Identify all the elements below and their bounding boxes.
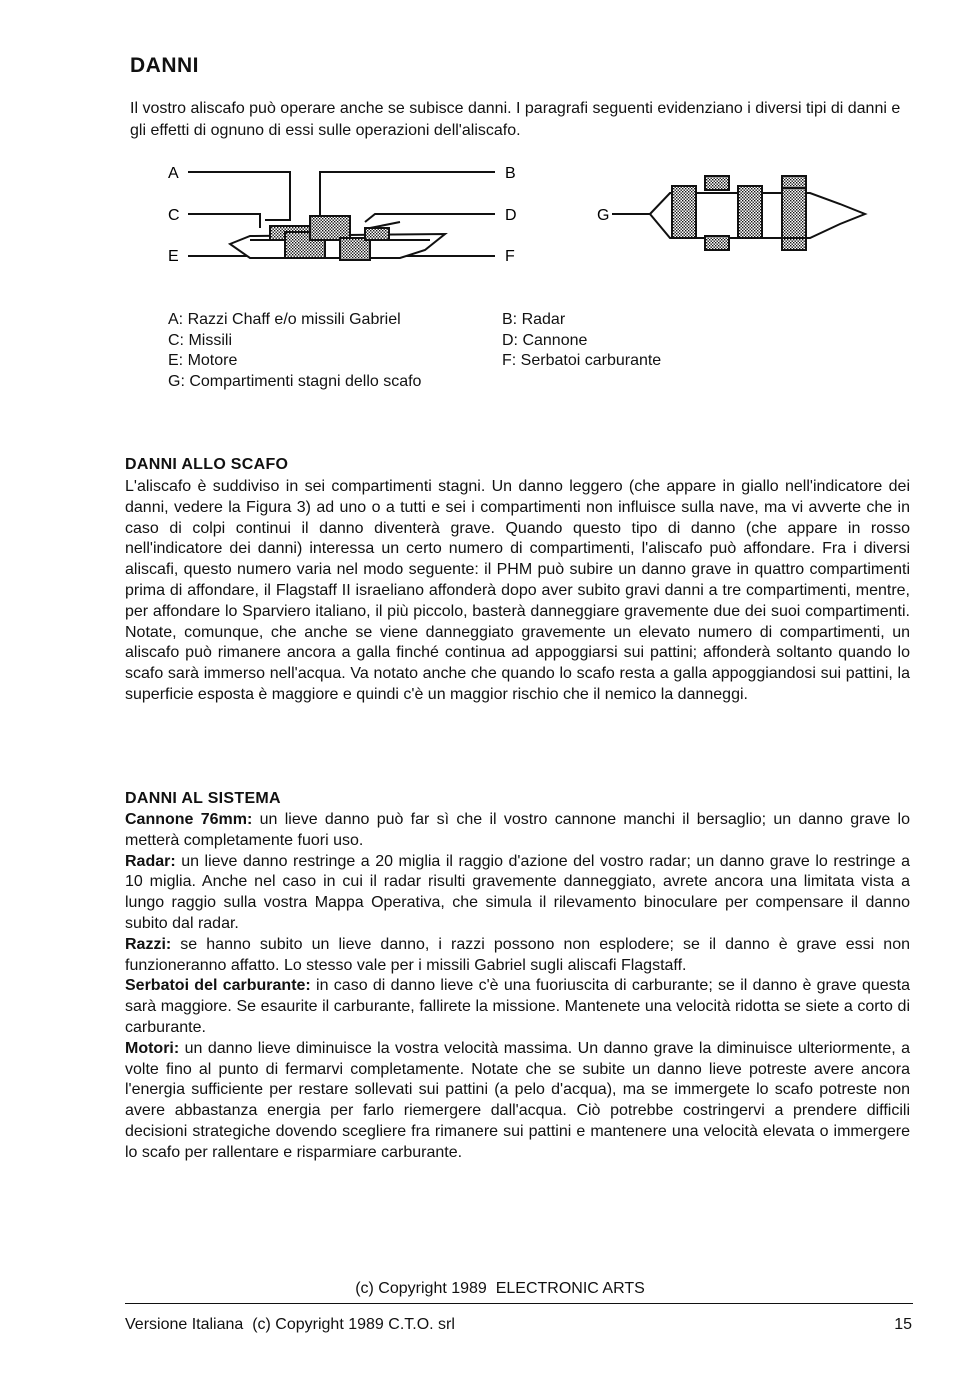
page-title: DANNI <box>130 54 199 77</box>
legend-item: C: Missili <box>168 331 232 349</box>
legend-right <box>502 310 661 372</box>
hydrofoil-top-view <box>612 176 865 250</box>
section-heading-scafo: DANNI ALLO SCAFO <box>125 456 289 473</box>
hydrofoil-diagram <box>160 158 880 268</box>
diagram-label-b: B <box>505 165 516 182</box>
diagram-label-f: F <box>505 248 515 265</box>
system-item-radar: Radar: un lieve danno restringe a 20 miglia il raggio d'azione del vostro radar; un danno grave lo restringe a 10 miglia. Anche nel caso in cui il radar risulti gravemente danneggiato, avrete ancora una limitata vista a lungo raggio sulla vostra Mappa Operativa, che simula il rilevamento binoculare per compensare il danno subito dal radar. <box>125 852 910 932</box>
diagram-label-c: C <box>168 207 180 224</box>
system-item-cannone: Cannone 76mm: un lieve danno può far sì che il vostro cannone manchi il bersaglio; un danno grave lo metterà completamente fuori uso. <box>125 811 911 849</box>
system-item-serbatoi: Serbatoi del carburante: in caso di danno lieve c'è una fuoriuscita di carburante; se il danno è grave questa sarà maggiore. Se esaurite il carburante, fallirete la missione. Mantenete una velocità ridotta se siete a corto di carburante. <box>125 977 910 1036</box>
legend-item: G: Compartimenti stagni dello scafo <box>168 372 422 390</box>
copyright-line: (c) Copyright 1989 ELECTRONIC ARTS <box>355 1280 645 1297</box>
legend-item: D: Cannone <box>502 331 588 349</box>
legend-item: F: Serbatoi carburante <box>502 352 662 369</box>
section-heading-sistema: DANNI AL SISTEMA <box>125 790 281 807</box>
legend-item: E: Motore <box>168 352 238 369</box>
section-body-scafo: L'aliscafo è suddiviso in sei compartimenti stagni. Un danno leggero (che appare in giallo nell'indicatore dei danni, vedere la Figura 3) ad uno o a tutti e sei i compartimenti non influisce sulla nave, ma vi avverte che in caso di colpi continui il danno diventerà grave. Quando questo tipo di danno (che appare in rosso nell'indicatore dei danni) interessa un certo numero di compartimenti, l'aliscafo può affondare. Fra i diversi aliscafi, questo numero varia nel modo seguente: il PHM può subire un danno grave in quattro compartimenti prima di affondare, il Flagstaff II israeliano affonderà dopo aver subito gravi danni a tre compartimenti, mentre, per affondare lo Sparviero italiano, il più piccolo, basterà danneggiare gravemente due dei suoi compartimenti. Notate, comunque, che anche se viene danneggiato gravemente un elevato numero di compartimenti, un aliscafo può rimanere ancora a galla finché continua ad appoggiarsi sui pattini; affonderà soltanto quando lo scafo sarà immerso nell'acqua. Va notato anche che quando lo scafo resta a galla appoggiandosi sui pattini, la superficie esposta è maggiore e quindi c'è un maggior rischio che il nemico la danneggi. <box>125 478 910 703</box>
section-body-sistema <box>125 810 910 1164</box>
legend-item: A: Razzi Chaff e/o missili Gabriel <box>168 311 401 328</box>
legend-item: B: Radar <box>502 311 566 328</box>
footer-credit: Versione Italiana (c) Copyright 1989 C.T.O. srl <box>125 1316 455 1333</box>
system-item-razzi: Razzi: se hanno subito un lieve danno, i razzi possono non esplodere; se il danno è grave essi non funzioneranno affatto. Lo stesso vale per i missili Gabriel sugli aliscafi Flagstaff. <box>125 935 910 974</box>
system-item-motori: Motori: un danno lieve diminuisce la vostra velocità massima. Un danno grave la diminuisce ulteriormente, a volte fino al punto di fermarvi completamente. Notate che se subite un danno lieve potreste avere ancora l'energia sufficiente per restare sollevati sui pattini (a pelo d'acqua), ma se immergete lo scafo potreste non avere abbastanza energia per farlo riemergere dall'acqua. Ciò potrebbe costringervi a prendere difficili decisioni strategiche dovendo scegliere fra rimanere sui pattini e mantenere una velocità elevata o immergere lo scafo per rallentare e risparmiare carburante. <box>125 1039 910 1161</box>
footer-divider <box>125 1303 913 1304</box>
diagram-label-g: G <box>597 207 610 224</box>
legend-left <box>168 310 421 392</box>
intro-paragraph: Il vostro aliscafo può operare anche se subisce danni. I paragrafi seguenti evidenziano i diversi tipi di danni e gli effetti di ognuno di essi sulle operazioni dell'aliscafo. <box>130 100 901 139</box>
hydrofoil-side-view <box>188 172 495 260</box>
diagram-label-e: E <box>168 248 179 265</box>
diagram-label-d: D <box>505 207 517 224</box>
page-number: 15 <box>894 1316 912 1333</box>
diagram-label-a: A <box>168 165 179 182</box>
